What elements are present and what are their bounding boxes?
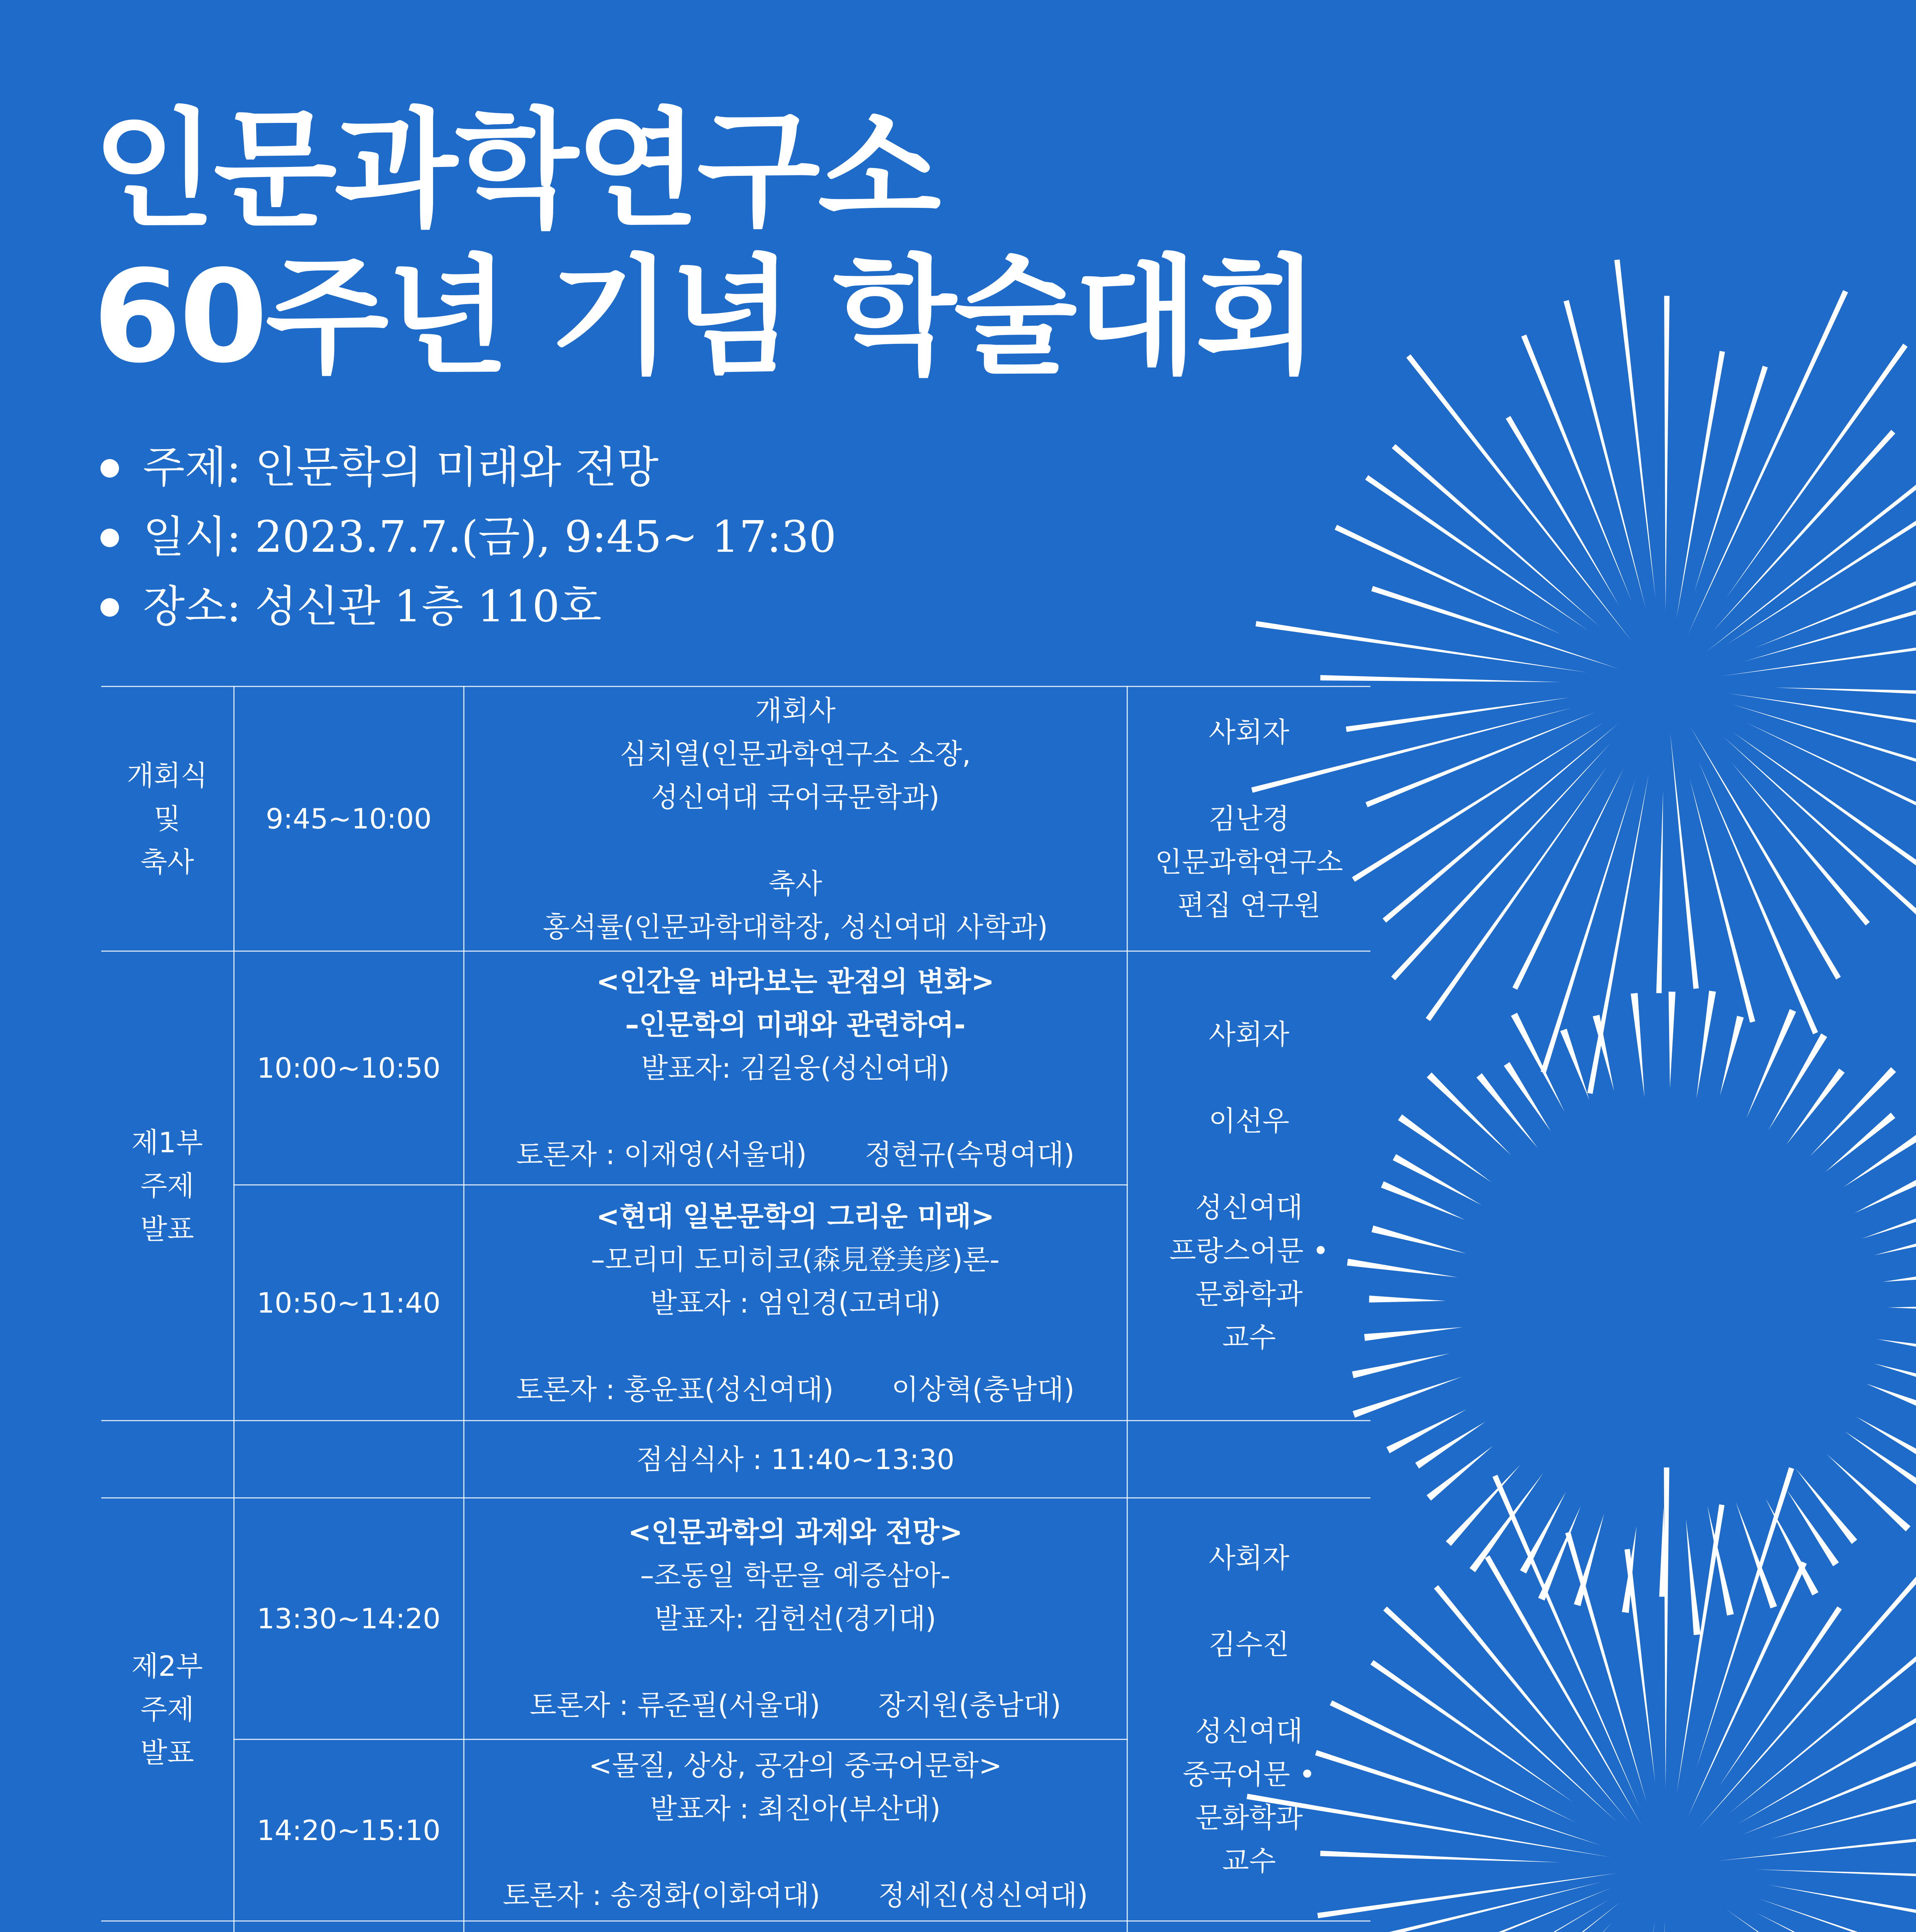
- firework-3-ray: [1397, 1902, 1620, 1932]
- firework-2-ray: [1369, 1296, 1445, 1303]
- firework-2-ray: [1866, 1384, 1916, 1413]
- firework-1-ray: [1732, 732, 1916, 883]
- firework-1-ray: [1256, 621, 1588, 672]
- firework-2-ray: [1883, 1270, 1916, 1282]
- firework-3-ray: [1664, 1468, 1669, 1789]
- row-lunch: [101, 1421, 1370, 1498]
- firework-2-ray: [1364, 1327, 1463, 1341]
- firework-2-ray: [1825, 1112, 1895, 1172]
- firework-1-ray: [1732, 762, 1870, 925]
- firework-2-ray: [1874, 1364, 1916, 1391]
- firework-3-ray: [1717, 1822, 1916, 1861]
- firework-1-ray: [1346, 697, 1570, 732]
- firework-1-ray: [1320, 675, 1561, 682]
- firework-3-ray: [1682, 1930, 1766, 1932]
- time-part2-talk2: 14:20~15:10: [234, 1740, 464, 1921]
- firework-1-ray: [1564, 300, 1646, 609]
- firework-3-ray: [1598, 1921, 1655, 1932]
- firework-2-ray: [1393, 1154, 1482, 1205]
- firework-3-ray: [1676, 1504, 1724, 1794]
- firework-3-ray: [1660, 1920, 1665, 1932]
- firework-1-ray: [1365, 712, 1596, 807]
- firework-1-ray: [1392, 444, 1600, 626]
- firework-3-ray: [1434, 1585, 1629, 1822]
- firework-2-ray: [1810, 1067, 1896, 1156]
- firework-2-ray: [1796, 1469, 1857, 1544]
- firework-2-ray: [1386, 1409, 1467, 1453]
- title-line-1: 인문과학연구소: [93, 96, 939, 244]
- page-title: [93, 97, 1316, 390]
- content-part1-talk1: <인간을 바라보는 관점의 변화> –인문학의 미래와 관련하여- 발표자: 김길웅(성신여대) 토론자 : 이재영(서울대) 정현규(숙명여대): [464, 951, 1127, 1185]
- host-part2: 사회자 김수진 성신여대 중국어문 • 문화학과 교수: [1127, 1498, 1370, 1921]
- firework-3-ray: [1756, 1869, 1916, 1884]
- firework-3-ray: [1771, 1770, 1916, 1839]
- firework-2-ray: [1560, 1029, 1589, 1100]
- time-part1-talk1: 10:00~10:50: [234, 951, 464, 1185]
- firework-3-ray: [1756, 1912, 1916, 1932]
- firework-1-ray: [1656, 791, 1663, 993]
- firework-2-ray: [1843, 1130, 1916, 1187]
- firework-1-ray: [1726, 344, 1907, 598]
- firework-3-ray: [1719, 1606, 1842, 1786]
- firework-1-ray: [1722, 623, 1916, 676]
- firework-1-ray: [1727, 693, 1916, 746]
- time-part1-talk2: 10:50~11:40: [234, 1185, 464, 1421]
- title-line-2: 60주년 기념 학술대회: [93, 243, 1317, 391]
- content-part2-talk2: <물질, 상상, 공감의 중국어문학> 발표자 : 최진아(부산대) 토론자 : 송정화(이화여대) 정세진(성신여대): [464, 1740, 1127, 1921]
- firework-1-ray: [1775, 687, 1916, 697]
- firework-1-ray: [1755, 553, 1916, 648]
- firework-1-ray: [1676, 351, 1725, 619]
- row-break: [101, 1921, 1370, 1932]
- firework-1-ray: [1513, 767, 1624, 990]
- firework-1-ray: [1722, 736, 1916, 940]
- firework-2-ray: [1398, 1114, 1491, 1182]
- content-opening: 개회사 심치열(인문과학연구소 소장, 성신여대 국어국문학과) 축사 홍석률(인문과학대학장, 성신여대 사학과): [464, 687, 1127, 951]
- firework-2-ray: [1381, 1181, 1465, 1220]
- event-info-list: [97, 437, 836, 645]
- firework-1-ray: [1406, 354, 1633, 642]
- schedule-table: [101, 686, 1370, 1932]
- firework-3-ray: [1768, 1885, 1916, 1932]
- firework-1-ray: [1382, 723, 1619, 923]
- lunch-label: 점심식사 : 11:40~13:30: [464, 1421, 1127, 1498]
- firework-1-ray: [1744, 588, 1916, 661]
- row-part2-talk1: [101, 1498, 1370, 1740]
- content-part1-talk2: <현대 일본문학의 그리운 미래> –모리미 도미히코(森見登美彦)론- 발표자 : 엄인경(고려대) 토론자 : 홍윤표(성신여대) 이상혁(충남대): [464, 1185, 1127, 1421]
- firework-3-ray: [1485, 1555, 1642, 1826]
- firework-3-ray: [1698, 1557, 1916, 1829]
- firework-1-ray: [1614, 259, 1656, 599]
- firework-2-ray: [1372, 1225, 1467, 1253]
- firework-3-ray: [1758, 1898, 1916, 1932]
- break-label: [464, 1921, 1127, 1932]
- info-topic: 주제: 인문학의 미래와 전망: [97, 437, 836, 506]
- firework-2: [1347, 991, 1916, 1635]
- firework-1-ray: [1713, 430, 1896, 631]
- firework-2-ray: [1574, 1514, 1604, 1606]
- firework-3-ray: [1445, 1922, 1612, 1932]
- firework-1-ray: [1688, 290, 1848, 635]
- firework-1-ray: [1371, 586, 1619, 669]
- row-part1-talk1: [101, 951, 1370, 1185]
- firework-2-ray: [1686, 1519, 1700, 1635]
- firework-2-ray: [1631, 993, 1645, 1098]
- firework-2-ray: [1765, 1498, 1818, 1595]
- info-date: 일시: 2023.7.7.(금), 9:45~ 17:30: [97, 506, 836, 576]
- firework-2-ray: [1854, 1171, 1916, 1213]
- content-part2-talk1: <인문과학의 과제와 전망> –조동일 학문을 예증삼아- 발표자: 김헌선(경기대) 토론자 : 류준필(서울대) 장지원(충남대): [464, 1498, 1127, 1740]
- firework-1-ray: [1690, 778, 1755, 1022]
- firework-2-ray: [1669, 992, 1676, 1088]
- host-part1: 사회자 이선우 성신여대 프랑스어문 • 문화학과 교수: [1127, 951, 1370, 1421]
- section-part2: 제2부 주제 발표: [101, 1498, 234, 1921]
- firework-2-ray: [1476, 1073, 1538, 1148]
- firework-3-ray: [1383, 1607, 1617, 1822]
- firework-2-ray: [1862, 1197, 1916, 1238]
- time-opening: 9:45~10:00: [234, 687, 464, 951]
- firework-2-ray: [1786, 1068, 1845, 1145]
- firework-3-ray: [1493, 1475, 1640, 1808]
- firework-1-ray: [1335, 525, 1562, 635]
- firework-2-ray: [1746, 1009, 1796, 1118]
- section-part1: 제1부 주제 발표: [101, 951, 234, 1421]
- time-part2-talk1: 13:30~14:20: [234, 1498, 464, 1740]
- section-opening: 개회식 및 축사: [101, 687, 234, 951]
- firework-2-ray: [1845, 1431, 1916, 1495]
- firework-2-ray: [1888, 1304, 1916, 1311]
- firework-1-ray: [1694, 366, 1768, 592]
- row-opening: [101, 687, 1370, 951]
- firework-1-ray: [1664, 296, 1669, 612]
- firework-2-ray: [1877, 1339, 1916, 1357]
- firework-1-ray: [1690, 726, 1841, 980]
- firework-1-ray: [1670, 733, 1699, 989]
- firework-2-ray: [1697, 991, 1716, 1099]
- firework-2-ray: [1720, 1016, 1744, 1096]
- info-venue: 장소: 성신관 1층 110호: [97, 576, 836, 645]
- host-opening: 사회자 김난경 인문과학연구소 편집 연구원: [1127, 687, 1370, 951]
- firework-3-ray: [1625, 1549, 1656, 1783]
- firework-2-ray: [1736, 1502, 1777, 1609]
- firework-1-ray: [1352, 723, 1603, 882]
- firework-3-ray: [1742, 1740, 1916, 1835]
- firework-1-ray: [1698, 761, 1818, 1034]
